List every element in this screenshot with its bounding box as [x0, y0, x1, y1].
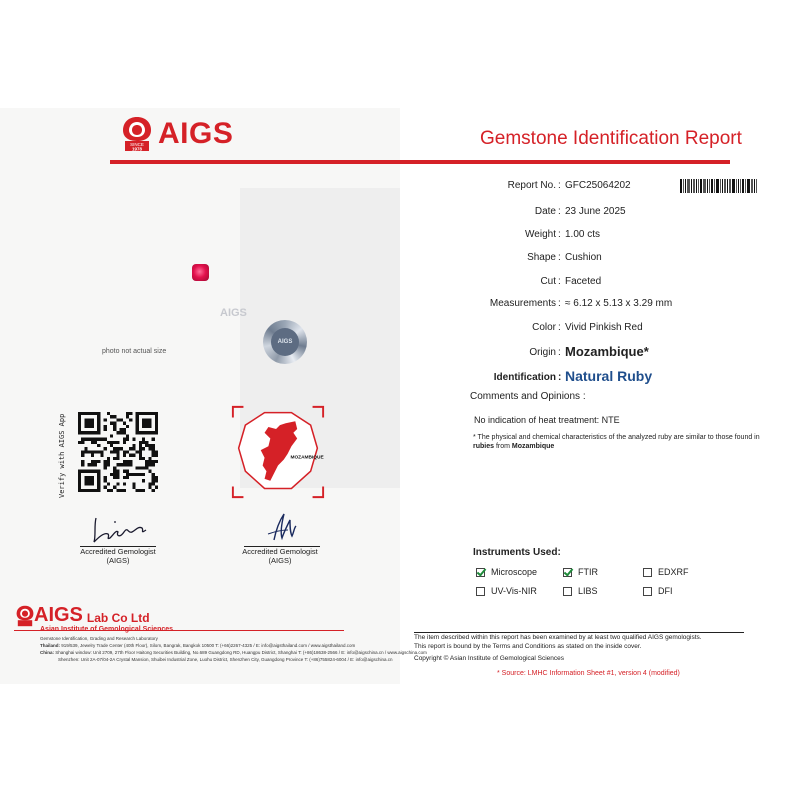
- source-note: * Source: LMHC Information Sheet #1, version 4 (modified): [497, 670, 680, 677]
- colon: :: [558, 322, 561, 333]
- disclaimer-1: The item described within this report has been examined by at least two qualified AIGS gemologists.: [414, 634, 702, 641]
- instrument-ftir[interactable]: [563, 567, 598, 577]
- barcode-bar: [711, 179, 713, 193]
- barcode-bar: [740, 179, 741, 193]
- colon: :: [558, 276, 561, 287]
- note-text: * The physical and chemical characteristics of the analyzed ruby are similar to those found in: [473, 434, 760, 441]
- disclaimer-divider: [414, 632, 744, 633]
- instrument-libs[interactable]: [563, 586, 598, 596]
- barcode-bar: [756, 179, 757, 193]
- identification-label: Identification: [493, 372, 556, 383]
- cut-label: Cut: [540, 276, 556, 287]
- barcode-bar: [709, 179, 710, 193]
- barcode-bar: [683, 179, 684, 193]
- instrument-uv-vis-nir[interactable]: [476, 586, 537, 596]
- signature-2-org: (AIGS): [268, 556, 292, 565]
- weight-value: 1.00 cts: [565, 229, 601, 240]
- barcode-bar: [680, 179, 682, 193]
- date-label: Date: [534, 206, 556, 217]
- checkbox-icon[interactable]: [563, 568, 572, 577]
- aigs-logo: [122, 116, 233, 152]
- signature-1-icon: [88, 512, 158, 548]
- note-rubies: rubies: [473, 443, 495, 450]
- color-label: Color: [532, 322, 556, 333]
- note-from: from: [494, 443, 512, 450]
- signature-1-org: (AIGS): [106, 556, 130, 565]
- footer-thailand: [40, 643, 355, 648]
- signature-2-role: Accredited Gemologist: [242, 547, 318, 556]
- date-value: 23 June 2025: [565, 206, 626, 217]
- barcode-bar: [693, 179, 695, 193]
- measurements-value: ≈ 6.12 x 5.13 x 3.29 mm: [565, 298, 673, 309]
- hologram-seal-icon: [263, 320, 307, 364]
- china-address: Shanghai window: Unit 2709, 27th Floor Haitong Securities Building, No.689 Guangdong RD, Huangpu District, Shanghai T: (+86)18638-2566 / E: info@aigschina.cn / www.aigschina.com: [55, 650, 427, 655]
- china-label: China:: [40, 650, 54, 655]
- barcode-bar: [754, 179, 755, 193]
- instruments-title: Instruments Used:: [473, 547, 561, 558]
- thailand-label: Thailand:: [40, 643, 60, 648]
- brand-name: AIGS: [158, 117, 234, 150]
- barcode-bar: [707, 179, 708, 193]
- cut-value: Faceted: [565, 276, 602, 287]
- aigs-badge-icon: [122, 116, 152, 152]
- footer-brand: AIGS: [34, 604, 83, 626]
- aigs-watermark: AIGS: [220, 307, 247, 319]
- barcode-bar: [696, 179, 697, 193]
- signature-1-title: [63, 547, 173, 565]
- instrument-dfi[interactable]: [643, 586, 673, 596]
- footer-logo: [16, 604, 150, 627]
- barcode-bar: [698, 179, 699, 193]
- shape-value: Cushion: [565, 252, 602, 263]
- ruby-photo: [192, 264, 209, 281]
- verify-text: Verify with AIGS App: [58, 413, 66, 498]
- footer-lab: Lab Co Ltd: [86, 611, 150, 625]
- header-divider: [110, 160, 730, 164]
- thailand-address: 919/539, Jewelry Trade Center (40th Floor), Silom, Bangrak, Bangkok 10500 T: (+66)2267-4325 / E: info@aigsthailand.com / www.aigsthailand.com: [61, 643, 356, 648]
- colon: :: [558, 372, 562, 383]
- origin-value: Mozambique*: [565, 344, 649, 359]
- barcode-bar: [716, 179, 719, 193]
- barcode-bar: [751, 179, 753, 193]
- barcode-bar: [700, 179, 702, 193]
- barcode-bar: [685, 179, 686, 193]
- instrument-edxrf[interactable]: [643, 567, 689, 577]
- badge-since: SINCE: [130, 142, 144, 147]
- instrument-label: Microscope: [491, 567, 538, 577]
- shape-label: Shape: [527, 252, 556, 263]
- colon: :: [558, 252, 561, 263]
- report-title: Gemstone Identification Report: [480, 128, 742, 149]
- report-no-value: GFC25064202: [565, 180, 631, 191]
- colon: :: [558, 298, 561, 309]
- badge-year: 1978: [131, 146, 143, 152]
- checkbox-icon[interactable]: [476, 568, 485, 577]
- instrument-label: FTIR: [578, 567, 598, 577]
- footer-badge-icon: [16, 605, 34, 627]
- photo-note: photo not actual size: [102, 348, 167, 355]
- comments-title: Comments and Opinions :: [470, 391, 586, 402]
- footer-china: [40, 650, 427, 655]
- checkbox-icon[interactable]: [643, 568, 652, 577]
- signature-1-role: Accredited Gemologist: [80, 547, 156, 556]
- checkbox-icon[interactable]: [563, 587, 572, 596]
- barcode-bar: [691, 179, 692, 193]
- barcode-bar: [729, 179, 731, 193]
- instrument-label: DFI: [658, 586, 673, 596]
- note-country: Mozambique: [511, 443, 555, 450]
- signature-2-icon: [260, 508, 300, 548]
- barcode-icon: [680, 179, 766, 193]
- instrument-label: UV-Vis-NIR: [491, 586, 537, 596]
- identification-value: Natural Ruby: [565, 368, 653, 384]
- right-panel: [400, 108, 800, 684]
- barcode-bar: [703, 179, 706, 193]
- barcode-bar: [687, 179, 690, 193]
- colon: :: [558, 347, 561, 358]
- report-no-label: Report No.: [507, 180, 556, 191]
- signature-2-title: [225, 547, 335, 565]
- barcode-bar: [732, 179, 735, 193]
- colon: :: [558, 206, 561, 217]
- footer-divider: [14, 630, 344, 631]
- barcode-bar: [727, 179, 728, 193]
- barcode-bar: [724, 179, 726, 193]
- origin-stamp-icon: [230, 404, 326, 500]
- footer-shenzhen: Shenzhen: Unit 2A-07/04-2A Crystal Mansion, Shuibei Industrial Zone, Luohu District, Shenzhen City, Guangdong Province T: (+86)755824-6004 / E: info@aigschina.cn: [58, 657, 393, 662]
- comments-nte: No indication of heat treatment: NTE: [474, 415, 620, 425]
- left-panel: [0, 108, 400, 684]
- barcode-bar: [720, 179, 721, 193]
- barcode-bar: [747, 179, 750, 193]
- qr-code-icon[interactable]: [78, 412, 158, 492]
- barcode-bar: [714, 179, 715, 193]
- stamp-country: MOZAMBIQUE: [290, 455, 324, 461]
- copyright: Copyright © Asian Institute of Gemological Sciences: [414, 655, 565, 662]
- weight-label: Weight: [525, 229, 556, 240]
- barcode-bar: [738, 179, 739, 193]
- disclaimer-2: This report is bound by the Terms and Conditions as stated on the inside cover.: [414, 643, 642, 650]
- color-value: Vivid Pinkish Red: [565, 322, 643, 333]
- checkbox-icon[interactable]: [476, 587, 485, 596]
- checkbox-icon[interactable]: [643, 587, 652, 596]
- footer-tagline: Gemstone Identification, Grading and Research Laboratory: [40, 636, 158, 641]
- colon: :: [558, 180, 561, 191]
- barcode-bar: [736, 179, 737, 193]
- hologram-text: AIGS: [271, 328, 299, 356]
- origin-label: Origin: [529, 347, 556, 358]
- instrument-microscope[interactable]: [476, 567, 537, 577]
- barcode-bar: [722, 179, 723, 193]
- comments-note: [473, 433, 773, 451]
- instrument-label: EDXRF: [658, 567, 689, 577]
- measurements-label: Measurements: [489, 298, 556, 309]
- barcode-bar: [745, 179, 746, 193]
- instrument-label: LIBS: [578, 586, 598, 596]
- report-card: [0, 108, 800, 684]
- barcode-bar: [742, 179, 744, 193]
- colon: :: [558, 229, 561, 240]
